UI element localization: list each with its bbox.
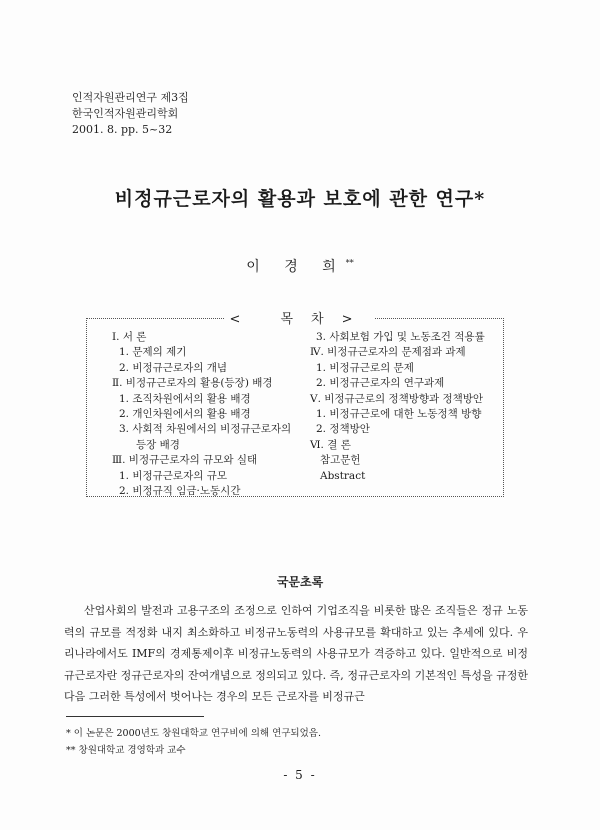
toc-item: Ⅰ. 서 론 <box>112 331 147 343</box>
toc-item: 2. 비정규직 임금·노동시간 <box>119 485 241 498</box>
journal-info <box>72 90 189 138</box>
abstract-heading: 국문초록 <box>276 575 324 589</box>
toc-left-column <box>112 330 291 499</box>
abstract-body <box>64 600 528 708</box>
footnote-2: ** 창원대학교 경영학과 교수 <box>66 745 186 756</box>
footnotes <box>66 725 321 759</box>
toc-item: 2. 비정규근로자의 연구과제 <box>316 377 445 390</box>
toc-item: Abstract <box>320 469 366 482</box>
toc-item: 1. 비정규근로에 대한 노동정책 방향 <box>316 408 482 421</box>
toc-item: 3. 사회적 차원에서의 비정규근로자의 <box>119 423 292 436</box>
toc-item: 2. 개인차원에서의 활용 배경 <box>119 408 251 421</box>
page-number: - 5 - <box>283 768 317 782</box>
toc-heading-text: 목차 <box>280 312 342 327</box>
author-footnote-mark: ** <box>345 258 354 268</box>
toc-item: 1. 비정규근로의 문제 <box>316 361 414 374</box>
toc-right-column <box>310 330 485 484</box>
toc-item: 참고문헌 <box>320 454 361 467</box>
toc-item: Ⅴ. 비정규근로의 정책방향과 정책방안 <box>310 392 484 405</box>
toc-item: 등장 배경 <box>136 438 180 451</box>
society-name: 한국인적자원관리학회 <box>72 107 179 120</box>
toc-item: 2. 정책방안 <box>316 423 370 436</box>
toc-item: Ⅱ. 비정규근로자의 활용(등장) 배경 <box>112 377 273 390</box>
abstract-paragraph: 산업사회의 발전과 고용구조의 조정으로 인하여 기업조직을 비롯한 많은 조직들은 정규 노동력의 규모를 적정화 내지 최소화하고 비정규노동력의 사용규모를 확대하고 있는 추세에 있다. 우리나라에서도 IMF의 경제통제이후 비정규노동력의 사용규모가 격증하고 있다. 일반적으로 비정규근로자란 정규근로자의 잔여개념으로 정의되고 있다. 즉, 정규근로자의 기본적인 특성을 규정한 다음 그러한 특성에서 벗어나는 경우의 모든 근로자를 비정규근 <box>64 604 528 703</box>
toc-item: Ⅵ. 결 론 <box>310 438 351 451</box>
journal-name: 인적자원관리연구 제3집 <box>72 91 189 104</box>
issue-info: 2001. 8. pp. 5~32 <box>72 123 173 136</box>
toc-item: Ⅲ. 비정규근로자의 규모와 실태 <box>112 454 258 467</box>
author-line <box>0 256 600 276</box>
toc-item: Ⅳ. 비정규근로자의 문제점과 과제 <box>310 346 466 359</box>
footnote-divider <box>66 716 204 717</box>
toc-item: 1. 문제의 제기 <box>119 346 187 359</box>
toc-heading-wrap <box>0 308 600 327</box>
toc-item: 3. 사회보험 가입 및 노동조건 적용률 <box>316 331 485 343</box>
toc-item: 1. 비정규근로자의 규모 <box>119 469 227 482</box>
toc-item: 2. 비정규근로자의 개념 <box>119 361 227 374</box>
author-name: 이 경 희 <box>246 259 346 275</box>
toc-item: 1. 조직차원에서의 활용 배경 <box>119 392 251 405</box>
footnote-1: * 이 논문은 2000년도 창원대학교 연구비에 의해 연구되었음. <box>66 728 321 739</box>
paper-title: 비정규근로자의 활용과 보호에 관한 연구* <box>114 188 486 210</box>
toc-heading: < 목차> <box>225 312 374 327</box>
